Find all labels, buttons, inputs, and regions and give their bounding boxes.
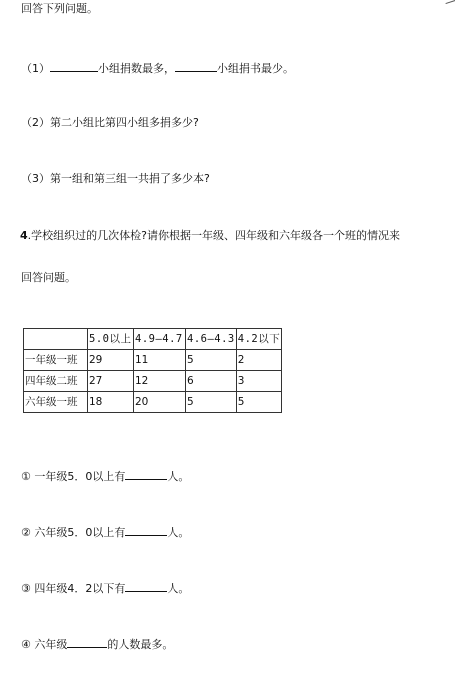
table-cell: 3 [236, 371, 281, 392]
sub-question-4 [21, 636, 173, 652]
eyesight-table [23, 328, 282, 413]
sub-question-2-prefix: ② 六年级5．0以上有 [21, 526, 126, 539]
table-header-cell: 5.0以上 [88, 329, 134, 350]
table-cell: 6 [186, 371, 237, 392]
question-1-mid: 小组捐数最多， [98, 62, 175, 75]
sub-question-2-suffix: 人。 [167, 526, 190, 539]
table-cell: 20 [134, 392, 186, 413]
sub-question-1-suffix: 人。 [167, 470, 190, 483]
page-corner-mark [445, 0, 455, 10]
sub-question-4-suffix: 的人数最多。 [107, 638, 174, 651]
table-cell: 11 [134, 350, 186, 371]
question-1 [21, 60, 294, 76]
table-header-cell [24, 329, 88, 350]
problem-4-text: .学校组织过的几次体检?请你根据一年级、四年级和六年级各一个班的情况来 [27, 229, 400, 242]
sub-question-2-blank [125, 524, 167, 536]
table-cell: 一年级一班 [24, 350, 88, 371]
table-cell: 5 [186, 350, 237, 371]
sub-question-4-prefix: ④ 六年级 [21, 638, 68, 651]
table-cell: 5 [236, 392, 281, 413]
table-header-cell: 4.6—4.3 [186, 329, 237, 350]
question-1-blank-a [50, 60, 98, 72]
table-cell: 5 [186, 392, 237, 413]
question-1-blank-b [175, 60, 217, 72]
problem-4-line-1 [20, 229, 400, 243]
question-3: （3）第一组和第三组一共捐了多少本? [21, 172, 210, 185]
question-1-prefix: （1） [21, 62, 50, 75]
table-header-row [24, 329, 282, 350]
table-cell: 六年级一班 [24, 392, 88, 413]
table-cell: 18 [88, 392, 134, 413]
sub-question-4-blank [67, 636, 107, 648]
table-row [24, 392, 282, 413]
intro-tail-text: 回答下列问题。 [21, 2, 98, 15]
table-row [24, 350, 282, 371]
sub-question-3 [21, 580, 189, 596]
question-2: （2）第二小组比第四小组多捐多少? [21, 116, 199, 129]
table-cell: 27 [88, 371, 134, 392]
problem-4-number: 4 [20, 229, 28, 242]
table-row [24, 371, 282, 392]
table-cell: 四年级二班 [24, 371, 88, 392]
sub-question-3-suffix: 人。 [167, 582, 190, 595]
table-cell: 2 [236, 350, 281, 371]
sub-question-3-prefix: ③ 四年级4．2以下有 [21, 582, 126, 595]
table-header-cell: 4.2以下 [236, 329, 281, 350]
sub-question-3-blank [125, 580, 167, 592]
sub-question-1 [21, 468, 189, 484]
table-cell: 29 [88, 350, 134, 371]
table-header-cell: 4.9—4.7 [134, 329, 186, 350]
table-cell: 12 [134, 371, 186, 392]
sub-question-1-prefix: ① 一年级5．0以上有 [21, 470, 126, 483]
problem-4-line-2: 回答问题。 [21, 271, 76, 284]
sub-question-1-blank [125, 468, 167, 480]
question-1-suffix: 小组捐书最少。 [217, 62, 294, 75]
sub-question-2 [21, 524, 189, 540]
